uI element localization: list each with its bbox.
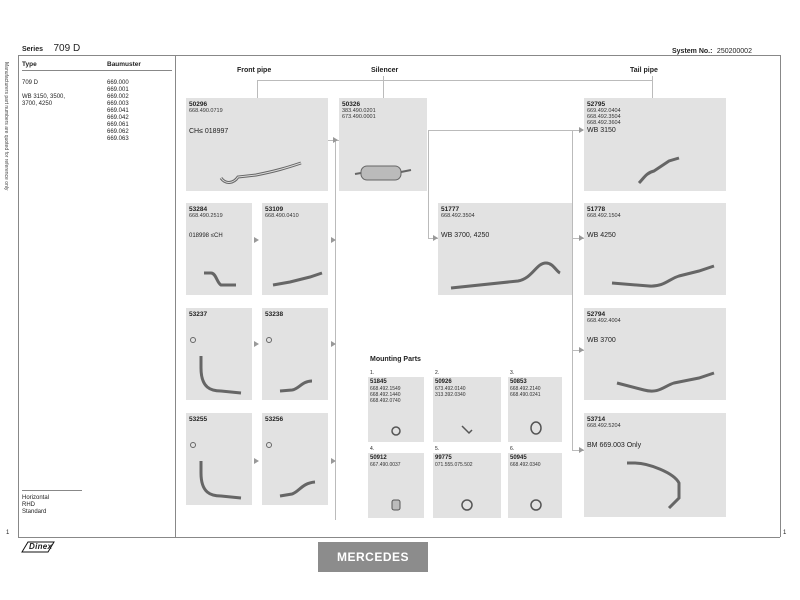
type-line: 3700, 4250	[22, 101, 53, 107]
mounting-index: 4.	[370, 446, 375, 452]
oe-number: 313.392.0340	[435, 392, 466, 398]
part-number: 53109	[265, 206, 284, 213]
arrow-icon	[254, 458, 259, 464]
mounting-part-50853[interactable]	[508, 377, 562, 442]
baumuster-item: 669.063	[107, 136, 129, 142]
front-pipe-icon	[196, 353, 246, 398]
oe-number: 668.492.0340	[510, 462, 541, 468]
mounting-part-51845[interactable]	[368, 377, 424, 442]
clamp-icon	[265, 441, 275, 449]
system-header	[672, 40, 752, 58]
system-value: 250200002	[716, 48, 752, 55]
front-pipe-icon	[270, 265, 325, 290]
oe-number: 071.555.075.502	[435, 462, 473, 468]
part-number: 50326	[342, 101, 361, 108]
oe-number: 668.490.0410	[265, 213, 299, 219]
front-pipe-icon	[201, 265, 241, 290]
part-number: 52794	[587, 311, 606, 318]
clamp-icon	[459, 497, 475, 513]
oe-number: 668.492.3504	[587, 114, 621, 120]
front-pipe-icon	[216, 153, 306, 188]
series-value: 709 D	[53, 43, 81, 54]
silencer-heading: Silencer	[371, 67, 399, 74]
config-line: RHD	[22, 502, 35, 508]
baumuster-item: 669.003	[107, 101, 129, 107]
silencer-icon	[353, 160, 413, 185]
front-pipe-icon	[277, 478, 322, 500]
column-divider	[175, 55, 176, 537]
part-number: 51778	[587, 206, 606, 213]
part-number: 50926	[435, 379, 452, 385]
part-panel-51777[interactable]	[438, 203, 572, 295]
baumuster-item: 669.062	[107, 129, 129, 135]
clamp-icon	[528, 497, 544, 513]
tail-pipe-heading: Tail pipe	[630, 67, 658, 74]
baumuster-item: 669.041	[107, 108, 129, 114]
oe-number: 668.490.0241	[510, 392, 541, 398]
series-header	[22, 38, 80, 56]
part-panel-53238[interactable]	[262, 308, 328, 400]
part-number: 52795	[587, 101, 606, 108]
part-number: 51777	[441, 206, 460, 213]
arrow-icon	[333, 137, 338, 143]
part-number: 53255	[189, 416, 208, 423]
mounting-part-50926[interactable]	[433, 377, 501, 442]
tail-pipe-icon	[634, 153, 684, 188]
config-list	[22, 495, 49, 516]
part-panel-53714[interactable]	[584, 413, 726, 517]
left-border	[18, 55, 19, 537]
mounting-index: 3.	[510, 370, 515, 376]
part-panel-53255[interactable]	[186, 413, 252, 505]
oe-number: 668.492.1440	[370, 392, 401, 398]
clamp-icon	[189, 441, 199, 449]
silencer-to-tail	[428, 130, 583, 131]
type-header: Type	[22, 61, 37, 68]
side-note: Manufacturers part numbers are quoted for reference only	[3, 62, 9, 191]
connector-tail	[652, 76, 653, 98]
mounting-index: 5.	[435, 446, 440, 452]
type-line: WB 3150, 3500,	[22, 94, 66, 100]
oe-number: 667.490.0037	[370, 462, 401, 468]
baumuster-item: 669.000	[107, 80, 129, 86]
oe-number: 668.490.2519	[189, 213, 223, 219]
clamp-icon	[265, 336, 275, 344]
right-border	[780, 55, 781, 537]
oe-number: 669.492.0404	[587, 108, 621, 114]
silencer-branch	[428, 130, 429, 238]
mounting-index: 1.	[370, 370, 375, 376]
part-panel-53256[interactable]	[262, 413, 328, 505]
baumuster-item: 669.061	[107, 122, 129, 128]
oe-number: 673.492.0140	[435, 386, 466, 392]
baumuster-note: BM 669.003 Only	[587, 442, 642, 449]
arrow-icon	[254, 341, 259, 347]
tail-pipe-icon	[624, 458, 689, 513]
brand-badge	[318, 542, 428, 572]
front-pipe-heading: Front pipe	[237, 67, 272, 74]
clamp-icon	[189, 336, 199, 344]
footer-rule	[18, 537, 780, 538]
arrow-icon	[254, 237, 259, 243]
part-number: 50945	[510, 455, 527, 461]
part-panel-53284[interactable]	[186, 203, 252, 295]
config-line: Horizontal	[22, 495, 50, 501]
front-pipe-icon	[196, 458, 246, 503]
page-marker-left: 1	[6, 530, 10, 536]
part-number: 99775	[435, 455, 452, 461]
oe-number: 673.490.0001	[342, 114, 376, 120]
baumuster-item: 669.042	[107, 115, 129, 121]
oe-number: 668.490.0719	[189, 108, 223, 114]
oe-number: 383.490.0201	[342, 108, 376, 114]
mounting-parts-heading: Mounting Parts	[370, 356, 421, 363]
mounting-part-99775[interactable]	[433, 453, 501, 518]
wheelbase-note: WB 3150	[587, 127, 616, 134]
config-line: Standard	[22, 509, 47, 515]
type-list	[22, 80, 65, 108]
part-number: 53284	[189, 206, 208, 213]
config-rule	[22, 490, 82, 491]
part-number: 50853	[510, 379, 527, 385]
left-header-rule	[22, 70, 172, 71]
oe-number: 668.492.0740	[370, 398, 401, 404]
page-marker-right: 1	[783, 530, 787, 536]
top-connector	[257, 80, 652, 81]
dinex-logo-text: Dinex	[29, 542, 53, 551]
tail-pipe-icon	[614, 368, 719, 398]
oe-number: 668.492.1504	[587, 213, 621, 219]
oe-number: 668.492.3604	[587, 120, 621, 126]
bracket-icon	[459, 423, 475, 437]
type-line	[22, 87, 65, 94]
wheelbase-note: WB 3700	[587, 337, 616, 344]
type-line: 709 D	[22, 80, 39, 86]
baumuster-item: 669.001	[107, 87, 129, 93]
mounting-part-50912[interactable]	[368, 453, 424, 518]
clamp-icon	[528, 419, 544, 437]
part-number: 50296	[189, 101, 208, 108]
connector-silencer	[383, 76, 384, 98]
mounting-index: 6.	[510, 446, 515, 452]
connector-front	[257, 80, 258, 98]
tail-pipe-icon	[609, 261, 719, 291]
part-panel-53109[interactable]	[262, 203, 328, 295]
part-panel-52795[interactable]	[584, 98, 726, 191]
tail-pipe-icon	[448, 253, 563, 293]
part-number: 53256	[265, 416, 284, 423]
front-pipe-icon	[277, 376, 322, 396]
oe-number: 668.492.2140	[510, 386, 541, 392]
baumuster-list	[107, 80, 129, 143]
clamp-icon	[388, 425, 404, 437]
arrow-icon	[331, 458, 336, 464]
oe-number: 668.492.3504	[441, 213, 475, 219]
part-number: 50912	[370, 455, 387, 461]
oe-number: 668.492.1549	[370, 386, 401, 392]
part-panel-53237[interactable]	[186, 308, 252, 400]
tail-trunk	[572, 130, 573, 450]
baumuster-item: 669.002	[107, 94, 129, 100]
mounting-index: 2.	[435, 370, 440, 376]
arrow-icon	[331, 341, 336, 347]
part-number: 53238	[265, 311, 284, 318]
header-rule	[18, 55, 780, 56]
dinex-logo	[20, 540, 56, 554]
baumuster-header: Baumuster	[107, 61, 141, 68]
part-number: 51845	[370, 379, 387, 385]
part-panel-50296[interactable]	[186, 98, 328, 191]
oe-number: 668.492.5204	[587, 423, 621, 429]
rubber-mount-icon	[390, 498, 402, 512]
part-panel-50326[interactable]	[339, 98, 427, 191]
series-label: Series	[22, 46, 44, 53]
part-panel-52794[interactable]	[584, 308, 726, 400]
mounting-part-50945[interactable]	[508, 453, 562, 518]
arrow-icon	[331, 237, 336, 243]
chassis-note: CH≤ 018997	[189, 128, 229, 135]
system-label: System No.:	[672, 48, 713, 55]
chassis-note: 018998 ≤CH	[189, 233, 223, 239]
wheelbase-note: WB 3700, 4250	[441, 232, 490, 239]
part-number: 53237	[189, 311, 208, 318]
part-panel-51778[interactable]	[584, 203, 726, 295]
part-number: 53714	[587, 416, 606, 423]
wheelbase-note: WB 4250	[587, 232, 616, 239]
brand-name: MERCEDES	[336, 550, 409, 564]
oe-number: 668.492.4004	[587, 318, 621, 324]
